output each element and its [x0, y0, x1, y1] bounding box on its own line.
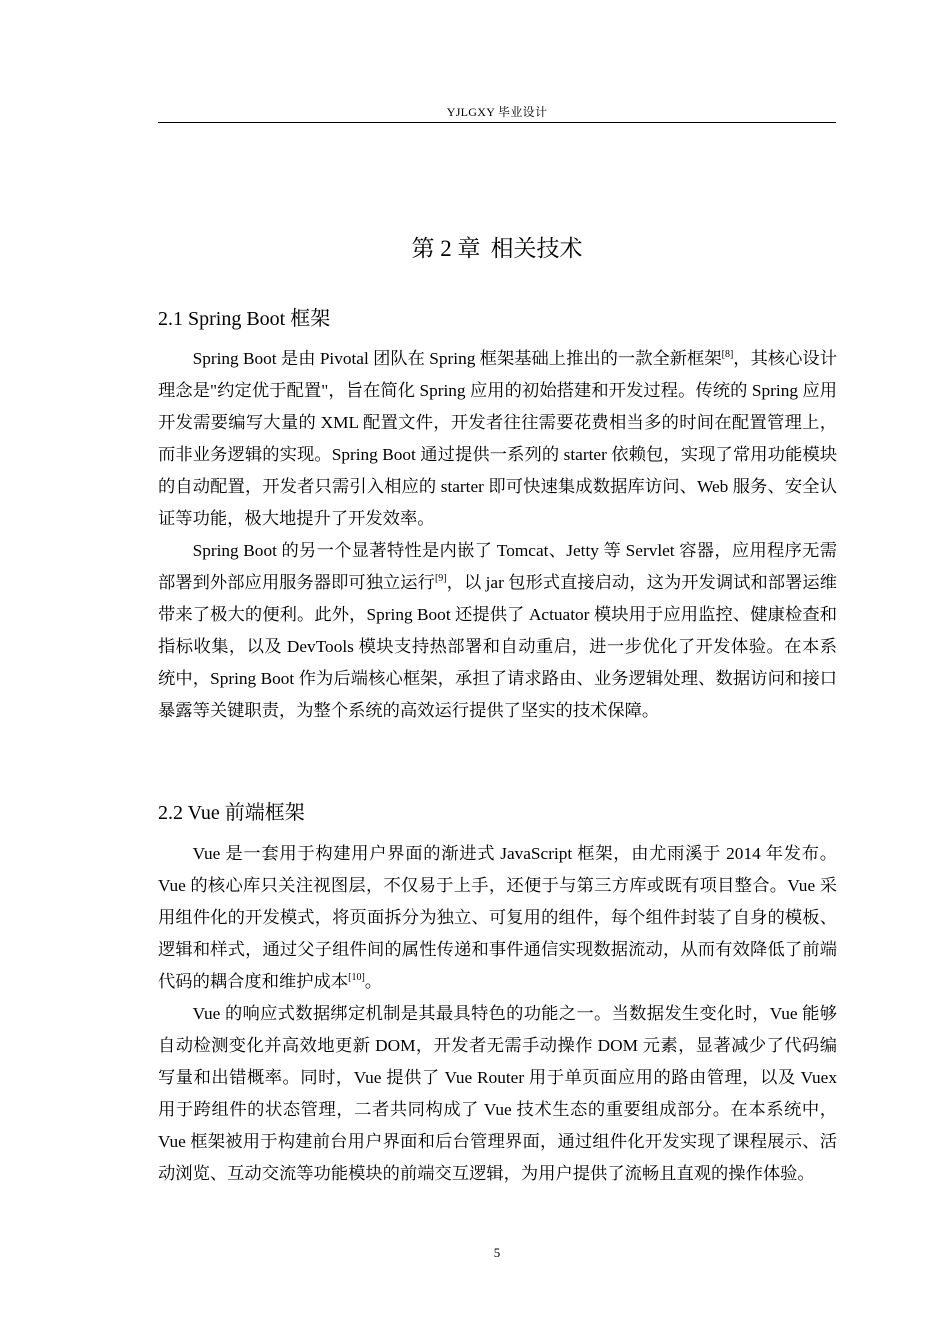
- text-run: ，以 jar 包形式直接启动，这为开发调试和部署运维带来了极大的便利。此外，Spring Boot 还提供了 Actuator 模块用于应用监控、健康检查和指标收集，以及 DevTools 模块支持热部署和自动重启，进一步优化了开发体验。在本系统中，Spring Boot 作为后端核心框架，承担了请求路由、业务逻辑处理、数据访问和接口暴露等关键职责，为整个系统的高效运行提供了坚实的技术保障。: [158, 573, 837, 720]
- text-run: 。: [364, 972, 383, 991]
- text-run: Spring Boot 的另一个显著特性是内嵌了 Tomcat、Jetty 等 Servlet 容器，应用程序无需部署到外部应用服务器即可独立运行: [158, 541, 837, 592]
- page-number: 5: [493, 1245, 501, 1260]
- page-header: [158, 104, 836, 123]
- text-run: Vue 是一套用于构建用户界面的渐进式 JavaScript 框架，由尤雨溪于 2014 年发布。Vue 的核心库只关注视图层，不仅易于上手，还便于与第三方库或既有项目整合。Vue 采用组件化的开发模式，将页面拆分为独立、可复用的组件，每个组件封装了自身的模板、逻辑和样式，通过父子组件间的属性传递和事件通信实现数据流动，从而有效降低了前端代码的耦合度和维护成本: [158, 844, 837, 991]
- text-run: ，其核心设计理念是"约定优于配置"，旨在简化 Spring 应用的初始搭建和开发过程。传统的 Spring 应用开发需要编写大量的 XML 配置文件，开发者往往需要花费相当多的时间在配置管理上，而非业务逻辑的实现。Spring Boot 通过提供一系列的 starter 依赖包，实现了常用功能模块的自动配置，开发者只需引入相应的 starter 即可快速集成数据库访问、Web 服务、安全认证等功能，极大地提升了开发效率。: [158, 349, 837, 528]
- header-text: YJLGXY 毕业设计: [446, 105, 548, 119]
- text-run: Spring Boot 是由 Pivotal 团队在 Spring 框架基础上推出的一款全新框架: [192, 349, 722, 368]
- section-heading-2-1: 2.1 Spring Boot 框架: [158, 308, 331, 330]
- citation: [10]: [348, 972, 365, 983]
- paragraph: [158, 838, 837, 998]
- chapter-title: [158, 233, 836, 265]
- citation: [8]: [721, 349, 734, 360]
- text-run: Vue 的响应式数据绑定机制是其最具特色的功能之一。当数据发生变化时，Vue 能够自动检测变化并高效地更新 DOM，开发者无需手动操作 DOM 元素，显著减少了代码编写量和出错概率。同时，Vue 提供了 Vue Router 用于单页面应用的路由管理，以及 Vuex 用于跨组件的状态管理，二者共同构成了 Vue 技术生态的重要组成部分。在本系统中，Vue 框架被用于构建前台用户界面和后台管理界面，通过组件化开发实现了课程展示、活动浏览、互动交流等功能模块的前端交互逻辑，为用户提供了流畅且直观的操作体验。: [158, 1004, 837, 1183]
- paragraph: [158, 343, 837, 535]
- chapter-name: 相关技术: [490, 236, 583, 261]
- section-heading-2-2: 2.2 Vue 前端框架: [158, 802, 305, 824]
- paragraph: [158, 998, 837, 1190]
- paragraph: [158, 535, 837, 727]
- citation: [9]: [434, 573, 447, 584]
- chapter-number: 第 2 章: [411, 236, 481, 261]
